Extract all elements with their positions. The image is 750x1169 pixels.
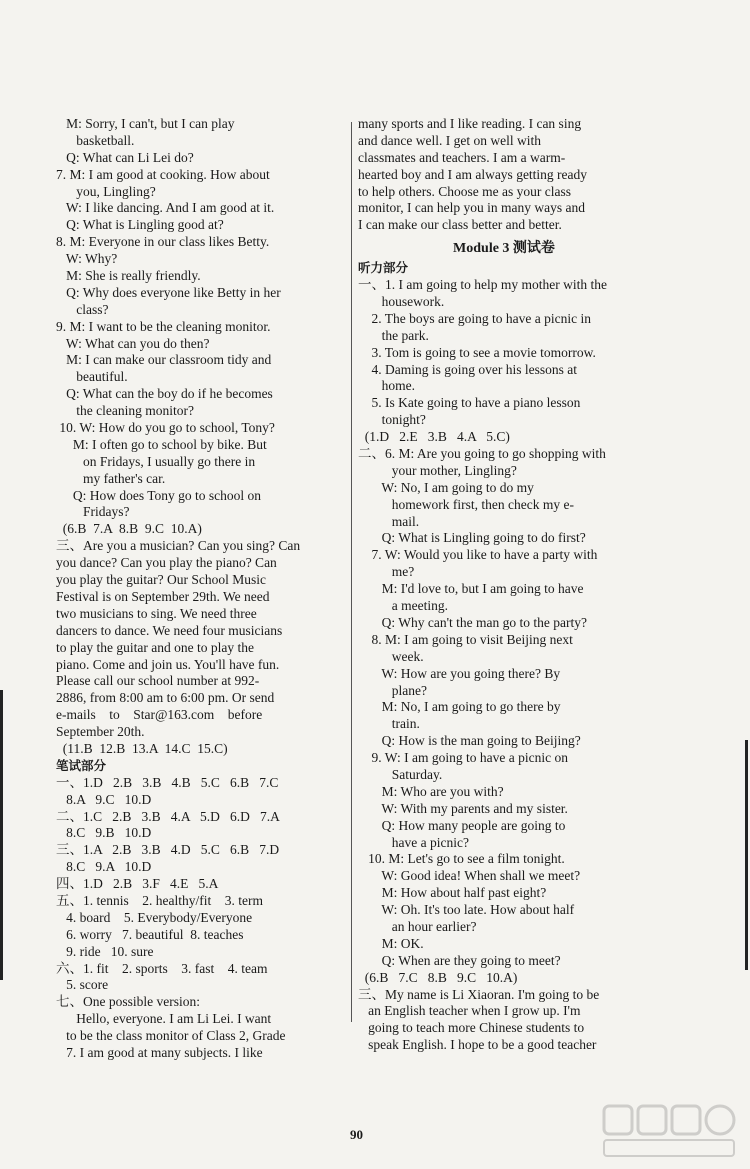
right-lines-2-line: 三、My name is Li Xiaoran. I'm going to be <box>358 986 600 1002</box>
right-lines-2-line: 2. The boys are going to have a picnic in <box>358 310 591 326</box>
left-lines-line: (6.B 7.A 8.B 9.C 10.A) <box>56 521 202 537</box>
left-lines-line: Hello, everyone. I am Li Lei. I want <box>56 1011 272 1027</box>
right-column <box>358 116 650 1054</box>
left-lines-line: piano. Come and join us. You'll have fun. <box>56 656 280 672</box>
left-lines-line: 7. M: I am good at cooking. How about <box>56 166 270 182</box>
right-lines-line: I can make our class better and better. <box>358 217 562 233</box>
left-lines-line: Q: What can the boy do if he becomes <box>56 386 273 402</box>
left-lines-line: the cleaning monitor? <box>56 403 194 419</box>
left-lines-line: Q: How does Tony go to school on <box>56 487 262 503</box>
right-lines-2-line: Q: How is the man going to Beijing? <box>358 733 581 749</box>
right-lines-2-line: a meeting. <box>358 598 448 614</box>
right-lines-2-line: 7. W: Would you like to have a party with <box>358 547 598 563</box>
right-lines-2-line: Q: What is Lingling going to do first? <box>358 530 586 546</box>
right-lines-2-line: Q: When are they going to meet? <box>358 952 561 968</box>
left-lines-line: 五、1. tennis 2. healthy/fit 3. term <box>56 892 263 908</box>
right-lines-2-line: Q: How many people are going to <box>358 817 566 833</box>
right-lines-2-line: M: Who are you with? <box>358 783 504 799</box>
left-lines-line: Fridays? <box>56 504 130 520</box>
right-lines-2-line: train. <box>358 716 420 732</box>
module-title: Module 3 测试卷 <box>453 241 555 257</box>
left-lines-line: 二、1.C 2.B 3.B 4.A 5.D 6.D 7.A <box>56 808 280 824</box>
left-lines-line: beautiful. <box>56 369 128 385</box>
left-lines-line: 笔试部分 <box>56 757 107 773</box>
right-lines-2-line: homework first, then check my e- <box>358 496 574 512</box>
left-lines-line: 5. score <box>56 977 109 993</box>
right-lines-2-line: M: How about half past eight? <box>358 885 547 901</box>
right-lines-2-line: have a picnic? <box>358 834 469 850</box>
right-lines-2-line: 4. Daming is going over his lessons at <box>358 361 577 377</box>
left-lines-line: 六、1. fit 2. sports 3. fast 4. team <box>56 960 268 976</box>
left-lines-line: 10. W: How do you go to school, Tony? <box>56 420 275 436</box>
right-lines-2-line: mail. <box>358 513 420 529</box>
right-lines-line: hearted boy and I am always getting ready <box>358 166 588 182</box>
left-lines-line: two musicians to sing. We need three <box>56 605 257 621</box>
right-lines-2-line: M: OK. <box>358 935 424 951</box>
right-lines-line: monitor, I can help you in many ways and <box>358 200 586 216</box>
left-lines-line: Q: What is Lingling good at? <box>56 217 224 233</box>
left-lines-line: to play the guitar and one to play the <box>56 639 254 655</box>
left-lines-line: September 20th. <box>56 724 145 740</box>
right-lines-2-line: 8. M: I am going to visit Beijing next <box>358 631 573 647</box>
left-lines-line: 七、One possible version: <box>56 994 200 1010</box>
right-lines-line: classmates and teachers. I am a warm- <box>358 149 566 165</box>
right-lines-2-line: W: Oh. It's too late. How about half <box>358 902 575 918</box>
right-lines-2-line: M: No, I am going to go there by <box>358 699 561 715</box>
right-lines-2-line: 5. Is Kate going to have a piano lesson <box>358 395 581 411</box>
left-lines-line: W: What can you do then? <box>56 335 210 351</box>
left-lines-line: W: Why? <box>56 251 118 267</box>
left-lines-line: M: I often go to school by bike. But <box>56 436 267 452</box>
left-column <box>56 116 346 1062</box>
left-lines-line: Please call our school number at 992- <box>56 673 260 689</box>
right-lines-2-line: 二、6. M: Are you going to go shopping with <box>358 446 606 462</box>
right-lines-2-line: speak English. I hope to be a good teacher <box>358 1037 597 1053</box>
right-lines-2-line: an hour earlier? <box>358 918 477 934</box>
left-lines-line: 8. M: Everyone in our class likes Betty. <box>56 234 270 250</box>
left-lines-line: 9. M: I want to be the cleaning monitor. <box>56 318 271 334</box>
left-lines-line: on Fridays, I usually go there in <box>56 453 256 469</box>
right-lines-2-line: (6.B 7.C 8.B 9.C 10.A) <box>358 969 518 985</box>
left-lines-line: class? <box>56 301 109 317</box>
module-3-answers <box>358 260 650 1054</box>
left-lines-line: basketball. <box>56 132 135 148</box>
right-lines-2-line: Saturday. <box>358 766 443 782</box>
left-lines-line: Q: What can Li Lei do? <box>56 149 194 165</box>
right-lines-2-line: me? <box>358 564 415 580</box>
left-lines-line: 7. I am good at many subjects. I like <box>56 1044 263 1060</box>
right-lines-2-line: plane? <box>358 682 427 698</box>
right-lines-line: and dance well. I get on well with <box>358 132 541 148</box>
right-lines-2-line: an English teacher when I grow up. I'm <box>358 1003 581 1019</box>
right-lines-2-line: 一、1. I am going to help my mother with the <box>358 277 607 293</box>
left-lines-line: 8.A 9.C 10.D <box>56 791 152 807</box>
left-lines-line: my father's car. <box>56 470 166 486</box>
column-divider <box>351 122 352 1022</box>
right-lines-2-line: going to teach more Chinese students to <box>358 1020 585 1036</box>
left-lines-line: W: I like dancing. And I am good at it. <box>56 200 275 216</box>
left-lines-line: 四、1.D 2.B 3.F 4.E 5.A <box>56 876 219 892</box>
left-lines-line: M: Sorry, I can't, but I can play <box>56 116 235 131</box>
left-lines-line: Festival is on September 29th. We need <box>56 588 270 604</box>
left-lines-line: 三、Are you a musician? Can you sing? Can <box>56 538 301 554</box>
watermark-logo-icon <box>600 1100 740 1160</box>
left-lines-line: you play the guitar? Our School Music <box>56 572 266 588</box>
right-lines-2-line: M: I'd love to, but I am going to have <box>358 581 584 597</box>
left-lines-line: M: I can make our classroom tidy and <box>56 352 272 368</box>
right-lines-2-line: week. <box>358 648 424 664</box>
left-lines-line: 三、1.A 2.B 3.B 4.D 5.C 6.B 7.D <box>56 842 280 858</box>
left-lines-line: you, Lingling? <box>56 183 156 199</box>
left-lines-line: you dance? Can you play the piano? Can <box>56 555 277 571</box>
page-number: 90 <box>350 1127 363 1142</box>
right-lines-2-line: 9. W: I am going to have a picnic on <box>358 750 568 766</box>
right-lines-2-line: your mother, Lingling? <box>358 462 517 478</box>
left-lines-line: 6. worry 7. beautiful 8. teaches <box>56 926 244 942</box>
right-lines-2-line: Q: Why can't the man go to the party? <box>358 614 587 630</box>
left-lines-line: 2886, from 8:00 am to 6:00 pm. Or send <box>56 690 275 706</box>
left-lines-line: Q: Why does everyone like Betty in her <box>56 284 281 300</box>
right-lines-line: to help others. Choose me as your class <box>358 183 571 199</box>
left-lines-line: (11.B 12.B 13.A 14.C 15.C) <box>56 740 228 756</box>
right-lines-2-line: W: No, I am going to do my <box>358 479 534 495</box>
right-column-continuation <box>358 116 650 234</box>
right-lines-2-line: the park. <box>358 327 429 343</box>
right-lines-2-line: 10. M: Let's go to see a film tonight. <box>358 851 565 867</box>
left-lines-line: M: She is really friendly. <box>56 268 201 284</box>
right-lines-2-line: housework. <box>358 294 445 310</box>
right-lines-2-line: (1.D 2.E 3.B 4.A 5.C) <box>358 429 510 445</box>
left-lines-line: to be the class monitor of Class 2, Grade <box>56 1028 286 1044</box>
right-edge-bar <box>745 740 748 970</box>
right-lines-2-line: W: How are you going there? By <box>358 665 561 681</box>
right-lines-2-line: 3. Tom is going to see a movie tomorrow. <box>358 344 596 360</box>
left-lines-line: e-mails to Star@163.com before <box>56 707 263 723</box>
right-lines-line: many sports and I like reading. I can sing <box>358 116 582 131</box>
right-lines-2-line: W: With my parents and my sister. <box>358 800 568 816</box>
right-lines-2-line: 听力部分 <box>358 260 409 276</box>
left-lines-line: 4. board 5. Everybody/Everyone <box>56 909 253 925</box>
left-lines-line: 8.C 9.B 10.D <box>56 825 152 841</box>
left-lines-line: 9. ride 10. sure <box>56 943 154 959</box>
right-lines-2-line: W: Good idea! When shall we meet? <box>358 868 581 884</box>
left-lines-line: 8.C 9.A 10.D <box>56 859 152 875</box>
left-lines-line: dancers to dance. We need four musicians <box>56 622 283 638</box>
left-lines-line: 一、1.D 2.B 3.B 4.B 5.C 6.B 7.C <box>56 774 279 790</box>
right-lines-2-line: tonight? <box>358 412 426 428</box>
right-lines-2-line: home. <box>358 378 415 394</box>
left-edge-bar <box>0 690 3 980</box>
